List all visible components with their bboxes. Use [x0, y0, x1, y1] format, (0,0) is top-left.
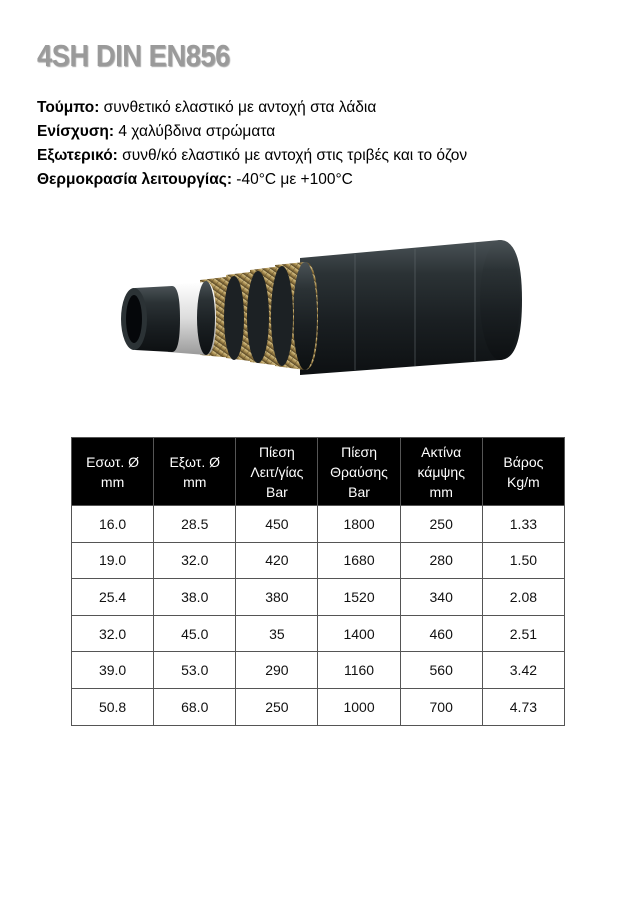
hose-specs-table — [71, 437, 565, 726]
header-weight: Βάρος Kg/m — [482, 438, 564, 506]
table-cell: 280 — [400, 542, 482, 579]
table-cell: 1.50 — [482, 542, 564, 579]
table-cell: 1000 — [318, 688, 400, 725]
table-cell: 2.08 — [482, 579, 564, 616]
page-title: 4SH DIN EN856 — [37, 38, 230, 73]
table-cell: 39.0 — [72, 652, 154, 689]
table-cell: 380 — [236, 579, 318, 616]
table-cell: 32.0 — [72, 615, 154, 652]
table-row — [72, 506, 565, 543]
table-cell: 460 — [400, 615, 482, 652]
header-outer-diameter: Εξωτ. Ø mm — [154, 438, 236, 506]
table-cell: 1400 — [318, 615, 400, 652]
table-row — [72, 688, 565, 725]
table-cell: 1680 — [318, 542, 400, 579]
table-cell: 38.0 — [154, 579, 236, 616]
table-cell: 450 — [236, 506, 318, 543]
header-bend-radius: Ακτίνα κάμψης mm — [400, 438, 482, 506]
spec-tube — [37, 96, 467, 120]
table-row — [72, 542, 565, 579]
spec-reinforcement-label: Ενίσχυση: — [37, 123, 115, 140]
table-cell: 560 — [400, 652, 482, 689]
spec-tube-label: Τούμπο: — [37, 99, 100, 116]
table-cell: 4.73 — [482, 688, 564, 725]
table-cell: 68.0 — [154, 688, 236, 725]
spec-reinforcement — [37, 120, 467, 144]
spec-temperature-value: -40°C με +100°C — [231, 171, 353, 188]
spec-cover-value: συνθ/κό ελαστικό με αντοχή στις τριβές και το όζον — [117, 147, 468, 164]
spec-cover — [37, 144, 467, 168]
table-cell: 25.4 — [72, 579, 154, 616]
table-cell: 53.0 — [154, 652, 236, 689]
spec-tube-value: συνθετικό ελαστικό με αντοχή στα λάδια — [99, 99, 377, 116]
table-cell: 3.42 — [482, 652, 564, 689]
table-cell: 35 — [236, 615, 318, 652]
table-cell: 420 — [236, 542, 318, 579]
table-cell: 1520 — [318, 579, 400, 616]
spec-cover-label: Εξωτερικό: — [37, 147, 118, 164]
header-inner-diameter: Εσωτ. Ø mm — [72, 438, 154, 506]
table-cell: 32.0 — [154, 542, 236, 579]
header-working-pressure: Πίεση Λειτ/γίας Bar — [236, 438, 318, 506]
table-cell: 50.8 — [72, 688, 154, 725]
table-header-row — [72, 438, 565, 506]
spec-temperature-label: Θερμοκρασία λειτουργίας: — [37, 171, 232, 188]
table-cell: 1.33 — [482, 506, 564, 543]
table-cell: 250 — [236, 688, 318, 725]
table-cell: 1800 — [318, 506, 400, 543]
table-row — [72, 652, 565, 689]
table-cell: 250 — [400, 506, 482, 543]
spec-reinforcement-value: 4 χαλύβδινα στρώματα — [114, 123, 276, 140]
spec-temperature — [37, 168, 467, 192]
table-cell: 700 — [400, 688, 482, 725]
spec-list — [37, 96, 467, 192]
table-cell: 19.0 — [72, 542, 154, 579]
table-cell: 2.51 — [482, 615, 564, 652]
table-cell: 45.0 — [154, 615, 236, 652]
table-cell: 290 — [236, 652, 318, 689]
header-burst-pressure: Πίεση Θραύσης Bar — [318, 438, 400, 506]
table-cell: 1160 — [318, 652, 400, 689]
table-row — [72, 615, 565, 652]
table-row — [72, 579, 565, 616]
table-cell: 28.5 — [154, 506, 236, 543]
table-cell: 16.0 — [72, 506, 154, 543]
table-cell: 340 — [400, 579, 482, 616]
